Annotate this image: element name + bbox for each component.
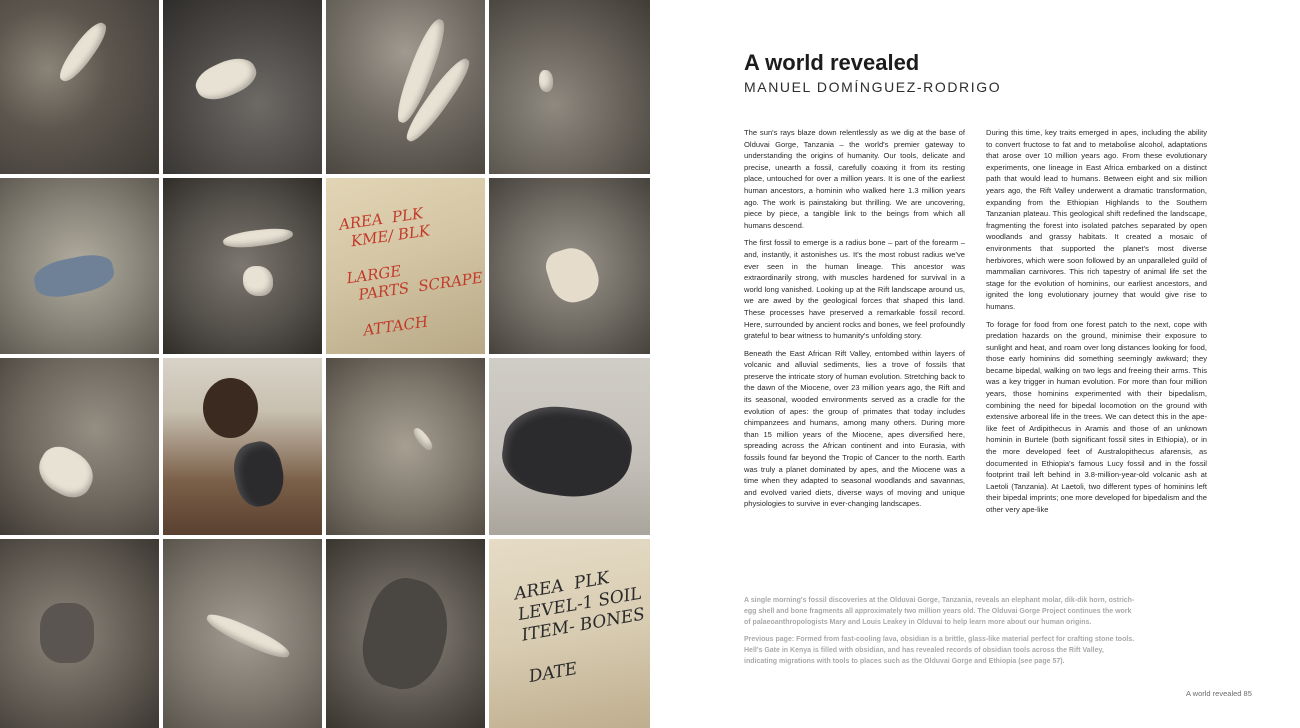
bone-fragment: [203, 609, 293, 662]
quartz-fragment: [542, 242, 604, 308]
bone-fragment: [191, 50, 262, 107]
photo-tile: [163, 178, 322, 354]
bone-fragment: [411, 426, 435, 452]
page-folio: A world revealed 85: [1186, 689, 1252, 698]
obsidian-block: [497, 400, 636, 505]
author-name: MANUEL DOMÍNGUEZ-RODRIGO: [744, 79, 1002, 95]
caption: Previous page: Formed from fast-cooling lava, obsidian is a brittle, glass-like material perfect for crafting stone tools. Hell's Gate in Kenya is filled with obsidian, and has revealed records of obsidian tools across the Rift Valley, indicating migrations with tools to places such as the Olduvai Gorge and Ethiopia (see page 57).: [744, 635, 1135, 666]
photo-tile: [163, 358, 322, 535]
bone-fragment: [222, 225, 294, 251]
body-paragraph: During this time, key traits emerged in apes, including the ability to convert fructose to fat and to metabolise alcohol, adaptations that arose over 10 million years ago. From these evolutionary experiments, one lineage in East Africa embarked on a distinct path that would lead to humans. Between eight and six million years ago, the Rift Valley underwent a dramatic transformation, expanding from the Ethiopian Highlands to the Southern Tanzanian plateau. This geological shift redefined the landscape, fragmenting the forest into isolated patches separated by open woodlands and grassy habitats. It created a mosaic of environments that supported the planet's most diverse herbivores, which were soon followed by an unparalleled guild of mammalian carnivores. This rich tapestry of animal life set the stage for the evolution of hominins, our earliest ancestors, and ignited the long evolutionary journey that would give rise to humans.: [986, 128, 1207, 311]
photo-tile: [0, 0, 159, 174]
photo-tile: [489, 539, 650, 728]
person-head: [203, 378, 258, 438]
rock-fragment: [40, 603, 94, 663]
photo-tile: [326, 0, 485, 174]
photo-captions: [744, 595, 1136, 672]
bone-fragment: [243, 266, 273, 296]
photo-tile: [326, 539, 485, 728]
body-paragraph: The first fossil to emerge is a radius bone – part of the forearm – and, instantly, it astonishes us. It's the most robust radius we've ever seen in the human lineage. This ancestor was extraordinarily strong, with muscles hardened for survival in a world long vanished. Looking up at the Rift landscape around us, we are awed by the geological forces that shaped this land. These processes have preserved a remarkable fossil record. Here, surrounded by ancient rocks and bones, we feel profoundly grateful to bear witness to humanity's unfolding story.: [744, 238, 965, 341]
bone-fragment: [31, 250, 117, 302]
bone-fragment: [539, 70, 553, 92]
photo-tile: [489, 178, 650, 354]
rock-fragment: [354, 571, 458, 697]
bone-fragment: [55, 18, 112, 87]
red-handwritten-label: AREA PLK KME/ BLK LARGE PARTS SCRAPE ATTACH: [337, 204, 484, 341]
held-stone: [229, 438, 289, 511]
body-column-left: [744, 127, 965, 516]
caption: A single morning's fossil discoveries at the Olduvai Gorge, Tanzania, reveals an elephant molar, dik-dik horn, ostrich-egg shell and bone fragments all approximately two million years old. The Olduvai Gorge Project continues the work of palaeoanthropologists Mary and Louis Leakey in Olduvai to help learn more about our human origins.: [744, 597, 1135, 627]
photo-tile: [163, 0, 322, 174]
photo-tile: [326, 358, 485, 535]
photo-tile: [0, 358, 159, 535]
body-paragraph: To forage for food from one forest patch to the next, cope with predation hazards on the ground, minimise their exposure to sunlight and heat, and roam over long distances looking for food, those early hominins did something seemingly awkward; they became bipedal, walking on two legs and freeing their arms. This was a key trigger in human evolution. For more than four million years, those hominins experimented with their bipedalism, combining the need for bipedal locomotion on the ground with extensive arboreal life in the trees. We can detect this in the ape-like feet of Ardipithecus in Aramis and those of an unknown hominin in Burtele (both significant fossil sites in Ethiopia), or in the more developed feet of Australopithecus afarensis, as documented in Ethiopia's famous Lucy fossil and in the fossil footprint trail left behind in 3.8-million-year-old volcanic ash at Laetoli (Tanzania). At Laetoli, two different types of hominins left their bipedal imprints; one more developed for bipedalism and the other very ape-like: [986, 319, 1207, 514]
body-paragraph: The sun's rays blaze down relentlessly as we dig at the base of Olduvai Gorge, Tanzania – the world's premier gateway to understanding the origins of humanity. Our tools, delicate and precise, unearth a fossil, carefully coaxing it from its resting place, untouched for over a million years. It is one of the earliest human ancestors, a hominin who walked here 1.3 million years ago. The work is painstaking but thrilling. We are uncovering, piece by piece, a tangible link to the beings from which all humans descend.: [744, 128, 965, 230]
photo-tile: [0, 178, 159, 354]
photo-tile: [163, 539, 322, 728]
body-column-right: [986, 127, 1207, 522]
photo-tile: [489, 358, 650, 535]
photo-tile: [326, 178, 485, 354]
page-title: A world revealed: [744, 50, 920, 75]
body-paragraph: Beneath the East African Rift Valley, entombed within layers of volcanic and alluvial sediments, lies a trove of fossils that preserve the intricate story of human evolution. Stretching back to the dawn of the Miocene, over 23 million years ago, the Rift and its seasonal, wooded environments served as a cradle for the evolution of apes: the group of primates that today includes chimpanzees and humans, among many others. During more than 15 million years of the Miocene, apes diversified here, spreading across the African continent and into Eurasia, with fossils found far beyond the Tropic of Cancer to the north. Earth was truly a planet dominated by apes, and the Miocene was a time when they adapted to seasonal woodlands and savannas, and evolved varied diets, diverse ways of moving and unique physiologies to survive in ever-changing landscapes.: [744, 348, 965, 509]
photo-tile: [489, 0, 650, 174]
bone-fragment: [31, 439, 101, 504]
photo-tile: [0, 539, 159, 728]
black-handwritten-label: AREA PLK LEVEL-1 SOIL ITEM- BONES DATE: [512, 568, 647, 688]
photo-grid: [0, 0, 652, 716]
